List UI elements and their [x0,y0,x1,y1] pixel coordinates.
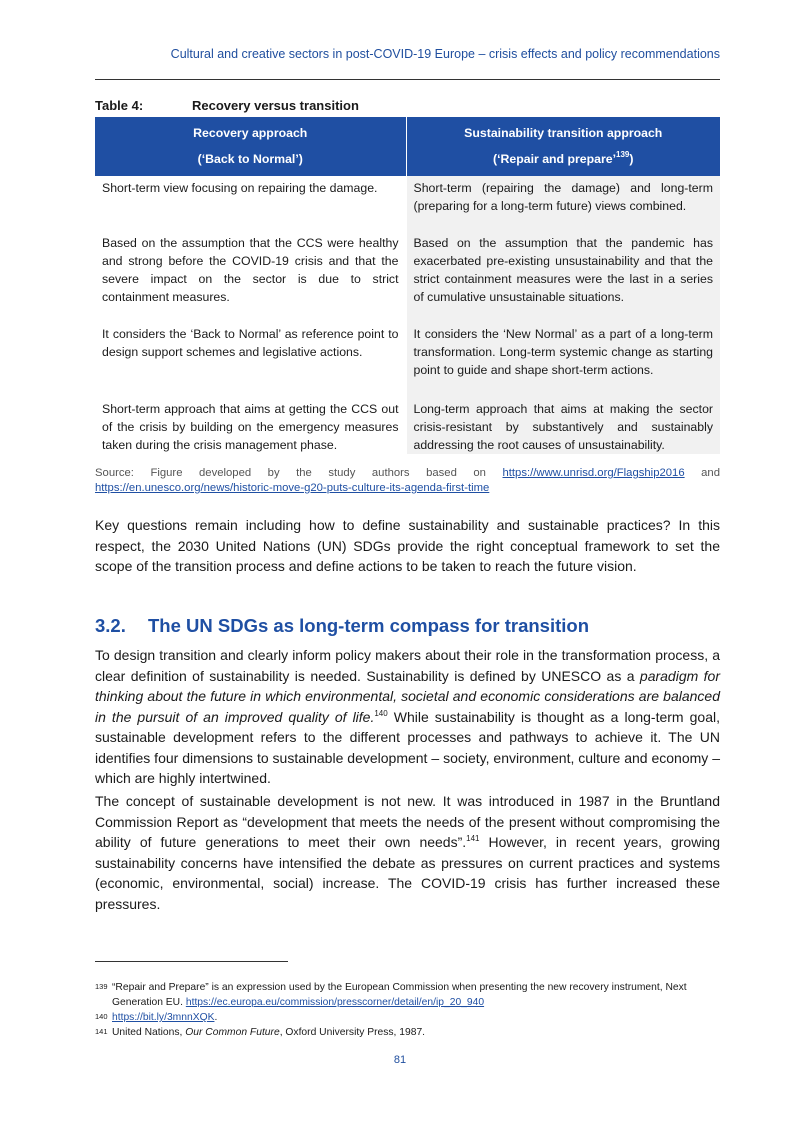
paragraph-text: The concept of sustainable development is not new. It was introduced in 1987 in the Bruntland Commission Report as “development that meets the needs of the present without compromising the ability of future generations to meet their own needs”. [95,793,720,850]
paragraph-text: To design transition and clearly inform policy makers about their role in the transformation process, a clear definition of sustainability is needed. Sustainability is defined by UNESCO as a [95,647,720,684]
table-header-row [95,117,720,176]
table-cell-transition: Short-term (repairing the damage) and long-term (preparing for a long-term future) views combined. [406,176,720,231]
source-and: and [701,467,720,479]
footnote-ref-140[interactable]: 140 [374,708,388,718]
table-row [95,322,720,397]
table-caption-title: Recovery versus transition [192,98,359,113]
paragraph-key-questions: Key questions remain including how to define sustainability and sustainable practices? In this respect, the 2030 United Nations (UN) SDGs provide the right conceptual framework to set the scope of the transition process and define actions to be taken to reach the future vision. [95,517,720,574]
column-header-recovery-title: Recovery approach [193,126,308,140]
source-prefix: Source: Figure developed by the study authors based on [95,467,486,479]
header-rule [95,79,720,80]
recovery-transition-table [95,117,720,454]
table-row [95,397,720,454]
paragraph-sustainability-definition [95,645,720,789]
footnote-link-bitly[interactable]: https://bit.ly/3mnnXQK [112,1012,215,1023]
footnote-body: United Nations, [112,1027,186,1038]
table-cell-recovery: Based on the assumption that the CCS were healthy and strong before the COVID-19 crisis and that the severe impact on the sector is due to strict containment measures. [95,231,406,322]
section-title: The UN SDGs as long-term compass for transition [148,615,589,636]
footnote-marker: 139 [95,982,108,991]
table-caption [95,98,359,113]
book-title: Our Common Future [185,1027,280,1038]
table-cell-recovery: Short-term view focusing on repairing the damage. [95,176,406,231]
column-header-transition [406,117,720,176]
column-header-transition-subtitle-text: (‘Repair and prepare’ [493,152,617,166]
column-header-recovery-subtitle: (‘Back to Normal’) [197,152,303,166]
column-header-transition-title: Sustainability transition approach [464,126,663,140]
table-cell-transition: Long-term approach that aims at making the sector crisis-resistant by substantively and sustainably addressing the root causes of unsustainability. [406,397,720,454]
source-link-unrisd[interactable]: https://www.unrisd.org/Flagship2016 [502,467,685,479]
page-number: 81 [393,1054,407,1066]
source-link-unesco[interactable]: https://en.unesco.org/news/historic-move-g20-puts-culture-its-agenda-first-time [95,482,490,494]
paragraph-text: While sustainability is thought as a long-term goal, sustainable development refers to the different processes and pathways to achieve it. The UN identifies four dimensions to sustainable development – society, environment, culture and economy – which are highly intertwined. [95,708,720,786]
running-header: Cultural and creative sectors in post-COVID-19 Europe – crisis effects and policy recommendations [170,47,720,61]
footnote-rule [95,961,288,962]
footnote-body: “Repair and Prepare” is an expression used by the European Commission when presenting the new recovery instrument, Next Generation EU. [112,982,687,1008]
footnote-ref-139[interactable]: 139 [616,150,630,159]
footnote-text [112,1025,720,1040]
footnote-141 [95,1025,720,1040]
column-header-transition-subtitle [411,146,717,172]
footnote-text [112,1010,720,1025]
table-source-line-2 [95,482,489,494]
section-heading [95,615,589,637]
table-cell-recovery: Short-term approach that aims at getting the CCS out of the crisis by building on the emergency measures taken during the crisis management phase. [95,397,406,454]
table-row [95,231,720,322]
footnote-ref-141[interactable]: 141 [466,834,480,843]
footnote-139 [95,980,720,1010]
footnote-link-ec[interactable]: https://ec.europa.eu/commission/presscorner/detail/en/ip_20_940 [185,997,485,1008]
footnote-punctuation: . [214,1012,218,1023]
footnote-body: , Oxford University Press, 1987. [279,1027,426,1038]
footnote-140 [95,1010,720,1025]
section-number: 3.2. [95,615,126,636]
footnote-text [112,980,720,1010]
footnote-marker: 141 [95,1027,108,1036]
table-source-line [95,466,720,481]
paragraph-sustainable-development [95,791,720,914]
unesco-definition-quote: paradigm for thinking about the future in which environmental, societal and economic considerations are balanced in the pursuit of an improved quality of life. [95,667,721,725]
table-cell-transition: Based on the assumption that the pandemic has exacerbated pre-existing unsustainability and that the strict containment measures were the last in a series of cumulative unsustainable situations. [406,231,720,322]
table-row [95,176,720,231]
table-cell-transition: It considers the ‘New Normal’ as a part of a long-term transformation. Long-term systemic change as starting point to guide and shape short-term actions. [406,322,720,397]
paragraph-text: However, in recent years, growing sustainability concerns have intensified the debate as pressures on current practices and systems (economic, environmental, social) increase. The COVID-19 crisis has further increased these pressures. [95,834,720,912]
table-caption-number: Table 4: [95,98,144,113]
column-header-recovery [95,117,406,176]
footnote-marker: 140 [95,1012,108,1021]
column-header-transition-subtitle-close: ) [629,152,634,166]
table-cell-recovery: It considers the ‘Back to Normal’ as reference point to design support schemes and legislative actions. [95,322,406,397]
